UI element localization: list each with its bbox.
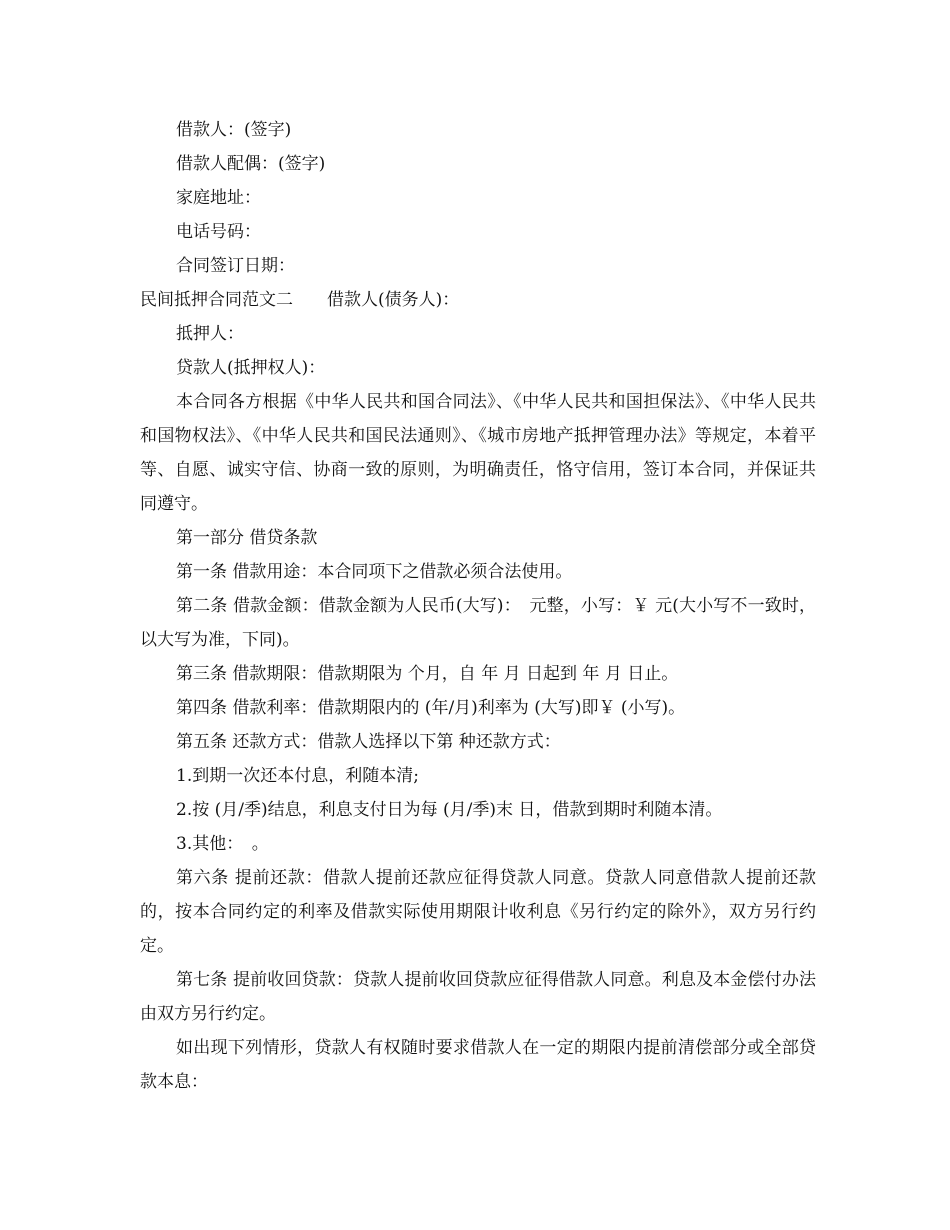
article-7: 第七条 提前收回贷款：贷款人提前收回贷款应征得借款人同意。利息及本金偿付办法由双方另行约定。 <box>140 970 816 1024</box>
preamble-paragraph: 本合同各方根据《中华人民共和国合同法》、《中华人民共和国担保法》、《中华人民共和国物权法》、《中华人民共和国民法通则》、《城市房地产抵押管理办法》等规定，本着平等、自愿、诚实守信、协商一致的原则，为明确责任，恪守信用，签订本合同，并保证共同遵守。 <box>140 392 816 514</box>
signature-spouse-line: 借款人配偶：(签字) <box>176 154 326 174</box>
lender-line: 贷款人(抵押权人)： <box>176 358 326 378</box>
article-5: 第五条 还款方式：借款人选择以下第 种还款方式： <box>176 732 561 752</box>
article-6: 第六条 提前还款：借款人提前还款应征得贷款人同意。贷款人同意借款人提前还款的，按本合同约定的利率及借款实际使用期限计收利息《另行约定的除外》，双方另行约定。 <box>140 868 816 956</box>
home-address-line: 家庭地址： <box>176 188 261 208</box>
phone-number-line: 电话号码： <box>176 222 261 242</box>
section-title-line: 民间抵押合同范文二 借款人(债务人)： <box>140 290 460 310</box>
contract-date-line: 合同签订日期： <box>176 256 295 276</box>
repayment-option-3: 3.其他： 。 <box>176 834 269 854</box>
article-4: 第四条 借款利率：借款期限内的 (年/月)利率为 (大写)即￥ (小写)。 <box>176 698 686 718</box>
article-1: 第一条 借款用途：本合同项下之借款必须合法使用。 <box>176 562 573 582</box>
article-2: 第二条 借款金额：借款金额为人民币(大写)： 元整，小写：￥ 元(大小写不一致时，以大写为准，下同)。 <box>140 596 816 650</box>
document-body <box>140 113 816 1099</box>
article-3: 第三条 借款期限：借款期限为 个月，自 年 月 日起到 年 月 日止。 <box>176 664 679 684</box>
repayment-option-1: 1.到期一次还本付息，利随本清; <box>176 766 419 786</box>
signature-borrower-line: 借款人：(签字) <box>176 120 292 140</box>
repayment-option-2: 2.按 (月/季)结息，利息支付日为每 (月/季)末 日，借款到期时利随本清。 <box>176 800 723 820</box>
early-repayment-conditions: 如出现下列情形，贷款人有权随时要求借款人在一定的期限内提前清偿部分或全部贷款本息： <box>140 1038 816 1092</box>
part-one-heading: 第一部分 借贷条款 <box>176 528 318 548</box>
mortgagor-line: 抵押人： <box>176 324 244 344</box>
